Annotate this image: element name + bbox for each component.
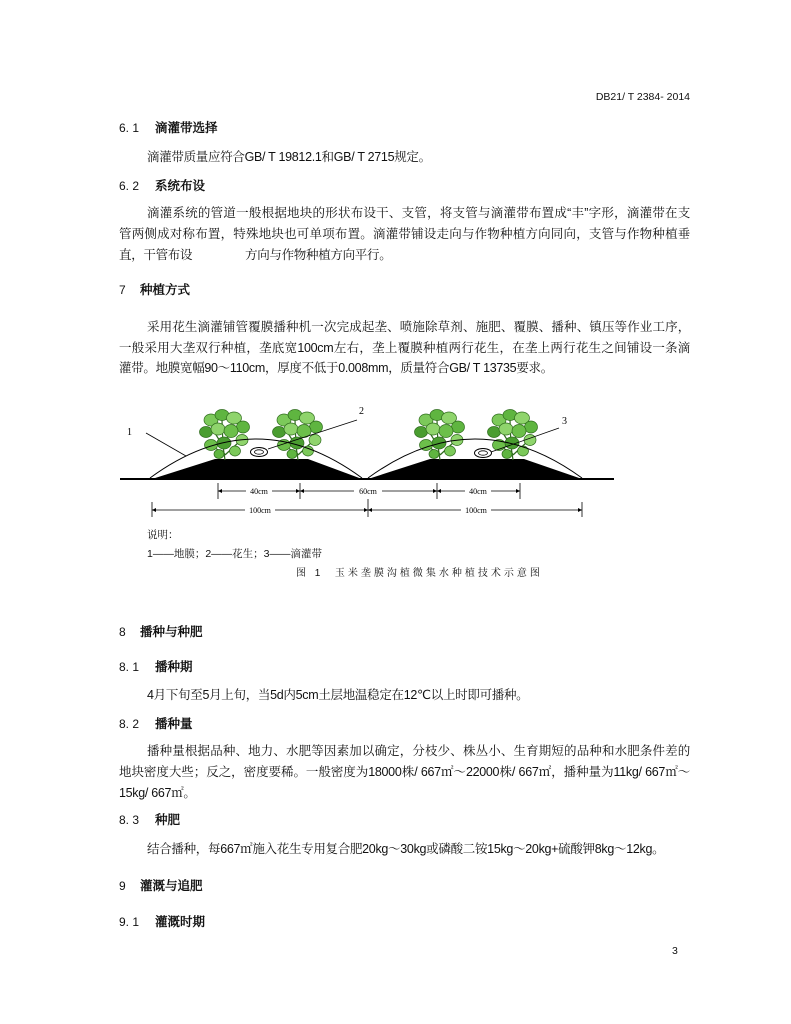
section-number: 8 (119, 625, 126, 639)
section-title: 播种与种肥 (140, 625, 203, 639)
callout-label-1: 1 (127, 427, 132, 438)
paragraph-line: 播种量根据品种、地力、水肥等因素加以确定，分枝少、株丛小、生育期短的品种和水肥条件差的 (147, 744, 690, 758)
peanut-plant (200, 410, 250, 461)
paragraph-line: 地块密度大些；反之，密度要稀。一般密度为18000株/ 667㎡～22000株/ 667㎡，播种量为11kg/ 667㎡～ (119, 765, 690, 779)
section-title: 系统布设 (155, 179, 206, 193)
figure-note-heading: 说明： (147, 529, 179, 541)
paragraph-line: 一般采用大垄双行种植，垄底宽100cm左右，垄上覆膜种植两行花生，在垄上两行花生之间铺设一条滴 (119, 341, 690, 355)
section-title: 种植方式 (140, 283, 191, 297)
paragraph-line: 15kg/ 667㎡。 (119, 786, 196, 800)
section-number: 6. 2 (119, 179, 140, 193)
peanut-plant (488, 410, 538, 461)
callout-label-3: 3 (562, 416, 567, 427)
paragraph-line-segment: 方向与作物种植方向平行。 (245, 248, 392, 262)
drip-tape-right (475, 449, 492, 458)
section-number: 9 (119, 879, 126, 893)
paragraph-line: 灌带。地膜宽幅90～110cm，厚度不低于0.008mm，质量符合GB/ T 13735要求。 (119, 361, 553, 375)
section-number: 7 (119, 283, 126, 297)
section-number: 8. 3 (119, 813, 140, 827)
section-number: 6. 1 (119, 121, 140, 135)
section-title: 灌溉时期 (155, 915, 206, 929)
paragraph-line: 滴灌系统的管道一般根据地块的形状布设干、支管，将支管与滴灌带布置成“丰”字形，滴灌带在支 (147, 206, 690, 220)
section-number: 9. 1 (119, 915, 140, 929)
ridge-right (368, 459, 582, 479)
dimension-label-ridge-base-left: 100cm (249, 506, 271, 515)
leader-line-film (146, 433, 186, 456)
ridge-left (152, 459, 362, 479)
callout-label-2: 2 (359, 406, 364, 417)
paragraph-line: 结合播种，每667㎡施入花生专用复合肥20kg～30kg或磷酸二铵15kg～20kg+硫酸钾8kg～12kg。 (147, 842, 665, 856)
peanut-plant (273, 410, 323, 461)
paragraph-line: 4月下旬至5月上旬，当5d内5cm土层地温稳定在12℃以上时即可播种。 (147, 688, 529, 702)
dimension-label-row-spacing-right: 40cm (469, 487, 487, 496)
section-number: 8. 2 (119, 717, 140, 731)
page-number: 3 (672, 945, 678, 957)
figure-1-diagram (110, 395, 630, 525)
document-code: DB21/ T 2384- 2014 (595, 91, 690, 103)
figure-legend: 1——地膜；2——花生；3——滴灌带 (147, 548, 323, 560)
drip-tape-outer (251, 448, 268, 457)
section-title: 播种量 (155, 717, 193, 731)
dimension-label-ridge-base-right: 100cm (465, 506, 487, 515)
paragraph-line: 滴灌带质量应符合GB/ T 19812.1和GB/ T 2715规定。 (147, 150, 431, 164)
drip-tape-outer (475, 449, 492, 458)
drip-tape-left (251, 448, 268, 457)
paragraph-line: 管两侧成对称布置，特殊地块也可单项布置。滴灌带铺设走向与作物种植方向同向，支管与作物种植垂 (119, 227, 690, 241)
section-number: 8. 1 (119, 660, 140, 674)
paragraph-line: 采用花生滴灌铺管覆膜播种机一次完成起垄、喷施除草剂、施肥、覆膜、播种、镇压等作业工序， (147, 320, 690, 334)
section-title: 种肥 (155, 813, 181, 827)
section-title: 播种期 (155, 660, 193, 674)
peanut-plant (415, 410, 465, 461)
dimension-label-furrow-width: 60cm (359, 487, 377, 496)
paragraph-line-segment: 直，干管布设 (119, 248, 193, 262)
section-title: 滴灌带选择 (155, 121, 218, 135)
dimension-label-row-spacing-left: 40cm (250, 487, 268, 496)
section-title: 灌溉与追肥 (140, 879, 203, 893)
figure-caption: 图 1 玉米垄膜沟植微集水种植技术示意图 (296, 568, 543, 579)
